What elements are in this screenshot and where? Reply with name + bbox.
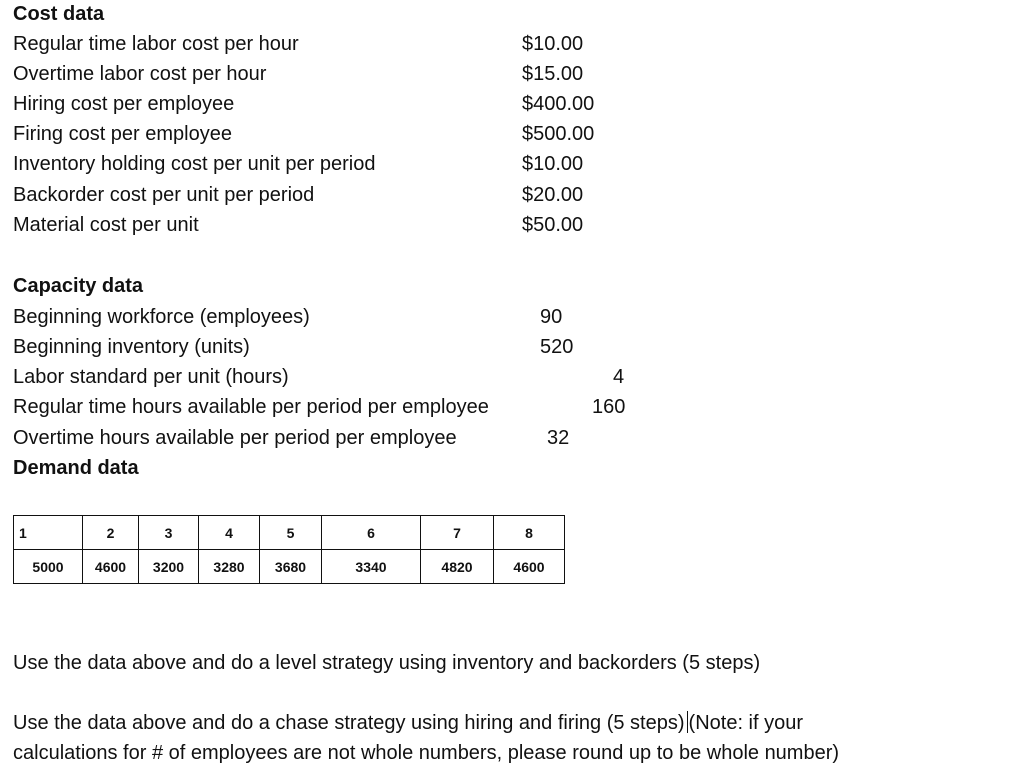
period-header-cell: 3 (139, 516, 199, 550)
capacity-label-regular-hours: Regular time hours available per period per employee (13, 396, 489, 418)
cost-label-overtime: Overtime labor cost per hour (13, 63, 267, 85)
cost-label-regular-time: Regular time labor cost per hour (13, 33, 299, 55)
capacity-value-beginning-inventory: 520 (540, 336, 574, 358)
cost-value-firing: $500.00 (522, 123, 595, 145)
capacity-value-overtime-hours: 32 (547, 427, 570, 449)
capacity-value-beginning-workforce: 90 (540, 306, 563, 328)
cost-value-backorder: $20.00 (522, 184, 584, 206)
capacity-data-heading: Capacity data (13, 275, 144, 297)
period-header-cell: 2 (83, 516, 139, 550)
period-header-cell: 8 (494, 516, 565, 550)
demand-value-cell: 3200 (139, 550, 199, 584)
period-header-cell: 4 (199, 516, 260, 550)
demand-table (13, 515, 565, 584)
capacity-label-beginning-inventory: Beginning inventory (units) (13, 336, 250, 358)
cost-label-hiring: Hiring cost per employee (13, 93, 235, 115)
demand-data-heading: Demand data (13, 457, 139, 479)
cost-value-overtime: $15.00 (522, 63, 584, 85)
capacity-value-labor-standard: 4 (613, 366, 625, 388)
cost-value-regular-time: $10.00 (522, 33, 584, 55)
period-header-cell: 5 (260, 516, 322, 550)
capacity-value-regular-hours: 160 (592, 396, 626, 418)
cost-value-hiring: $400.00 (522, 93, 595, 115)
chase-instruction-note: (Note: if your (688, 712, 804, 734)
cost-label-material: Material cost per unit (13, 214, 199, 236)
cost-label-backorder: Backorder cost per unit per period (13, 184, 315, 206)
period-header-cell: 7 (421, 516, 494, 550)
demand-value-cell: 3280 (199, 550, 260, 584)
demand-value-row (14, 550, 565, 584)
chase-strategy-instruction (13, 711, 803, 735)
demand-value-cell: 4600 (83, 550, 139, 584)
demand-value-cell: 4820 (421, 550, 494, 584)
demand-period-row (14, 516, 565, 550)
cost-value-material: $50.00 (522, 214, 584, 236)
period-header-cell: 6 (322, 516, 421, 550)
capacity-label-labor-standard: Labor standard per unit (hours) (13, 366, 289, 388)
capacity-label-beginning-workforce: Beginning workforce (employees) (13, 306, 310, 328)
demand-value-cell: 5000 (14, 550, 83, 584)
capacity-label-overtime-hours: Overtime hours available per period per employee (13, 427, 457, 449)
period-header-cell: 1 (14, 516, 83, 550)
demand-value-cell: 4600 (494, 550, 565, 584)
text-cursor (687, 711, 688, 733)
level-strategy-instruction: Use the data above and do a level strategy using inventory and backorders (5 steps) (13, 652, 761, 674)
chase-instruction-part1: Use the data above and do a chase strategy using hiring and firing (5 steps) (13, 712, 685, 734)
cost-label-inventory-holding: Inventory holding cost per unit per period (13, 153, 376, 175)
cost-label-firing: Firing cost per employee (13, 123, 232, 145)
cost-value-inventory-holding: $10.00 (522, 153, 584, 175)
chase-strategy-instruction-line2: calculations for # of employees are not whole numbers, please round up to be whole number) (13, 742, 840, 764)
demand-value-cell: 3340 (322, 550, 421, 584)
demand-value-cell: 3680 (260, 550, 322, 584)
cost-data-heading: Cost data (13, 3, 105, 25)
